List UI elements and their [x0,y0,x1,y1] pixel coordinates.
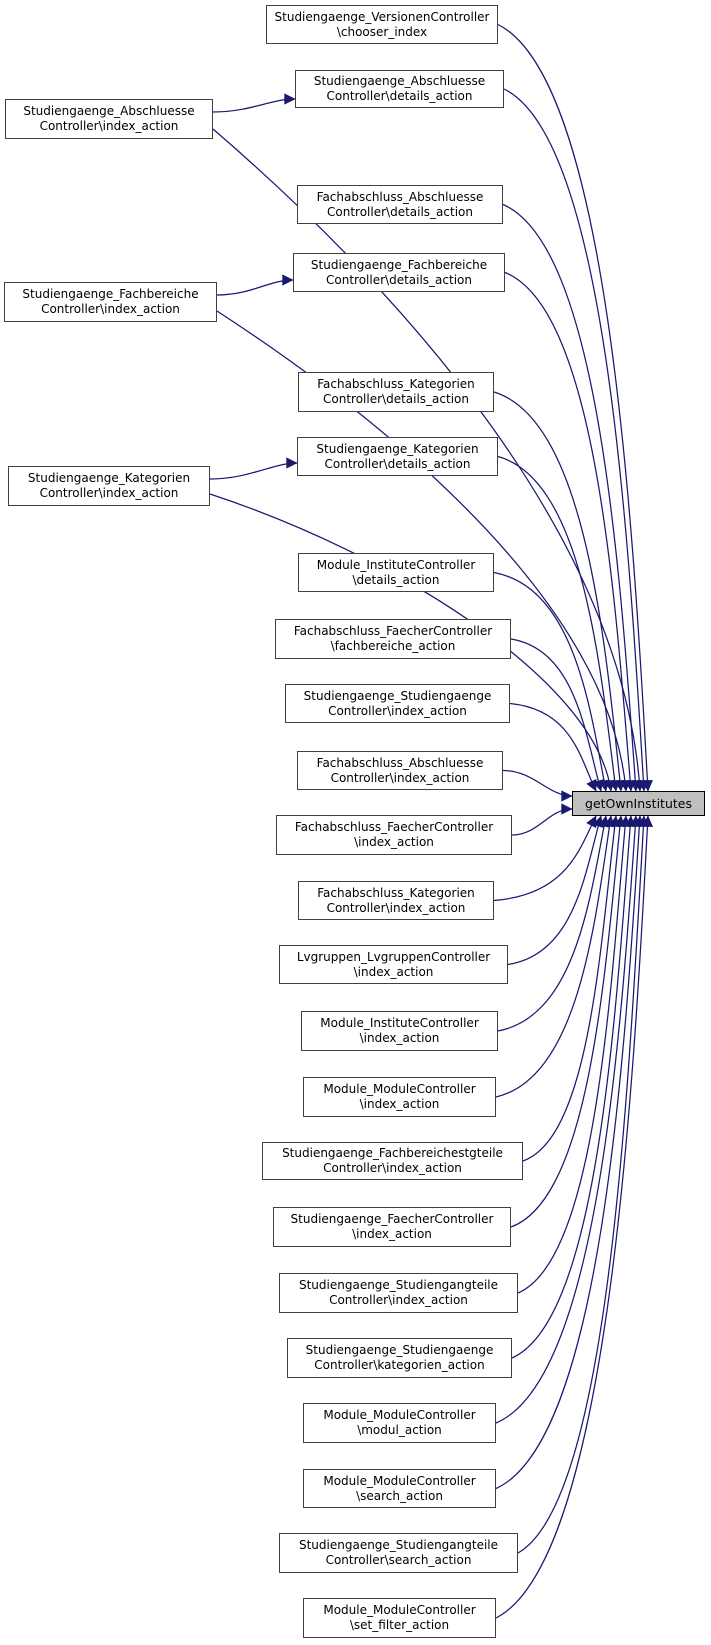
node-label-line1: Studiengaenge_FaecherController [290,1212,494,1226]
node-label-line2: Controller\index_action [328,703,467,718]
call-edge-n13-G [508,816,601,965]
node-label-line2: Controller\index_action [41,302,180,316]
graph-node-n22[interactable] [279,1533,518,1573]
node-label-line1: Studiengaenge_Kategorien [27,471,191,485]
call-edge-n17-G [511,816,621,1227]
call-edge-n23-G [496,816,648,1618]
node-label-line2: \chooser_index [336,24,428,39]
node-label-line1: Module_ModuleController [323,1473,476,1488]
node-label-line1: Studiengaenge_Studiengaenge [305,1343,494,1357]
node-label-line2: \index_action [352,1227,432,1241]
node-label-line1: Fachabschluss_Abschluesse [316,755,484,770]
node-label-line1: Studiengaenge_VersionenController [274,9,490,24]
graph-node-n15[interactable] [303,1077,496,1117]
graph-node-target [572,791,705,816]
call-edge-n14-G [498,816,606,1031]
graph-node-n5[interactable] [298,372,494,412]
node-label-line1: Lvgruppen_LvgruppenController [296,949,491,964]
node-label-line2: \fachbereiche_action [330,639,456,653]
node-label-line2: Controller\details_action [323,392,469,406]
node-label-line2: Controller\details_action [324,456,471,471]
graph-node-n7[interactable] [298,553,494,592]
graph-node-n11[interactable] [276,815,512,855]
node-label-line2: \details_action [352,572,440,587]
node-label-line2: \search_action [356,1488,443,1503]
target-node-label: getOwnInstitutes [585,795,692,811]
call-edge-n5-G [494,392,621,791]
node-label-line1: Studiengaenge_Fachbereiche [310,257,488,272]
node-label-line2: \index_action [354,835,434,849]
call-edge-n11-G [512,809,572,835]
node-label-line1: Studiengaenge_Abschluesse [23,104,195,118]
node-label-line2: Controller\details_action [326,272,472,287]
node-label-line1: Studiengaenge_Abschluesse [313,74,486,88]
graph-node-n6[interactable] [297,437,498,476]
call-edge-L2-n4 [217,280,293,295]
call-edge-n3-G [503,205,636,792]
call-edge-n15-G [496,816,611,1097]
graph-node-n17[interactable] [273,1207,511,1247]
node-label-line1: Module_ModuleController [323,1408,476,1422]
call-edge-n9-G [510,704,596,792]
graph-node-n12[interactable] [298,881,494,920]
node-label-line2: Controller\index_action [329,1293,468,1307]
graph-node-n19[interactable] [287,1338,512,1378]
node-label-line2: Controller\index_action [326,900,466,915]
graph-node-n14[interactable] [301,1011,498,1051]
node-label-line1: Studiengaenge_Studiengaenge [303,688,492,703]
graph-node-L2[interactable] [4,282,217,322]
node-label-line1: Fachabschluss_Abschluesse [316,189,484,204]
call-edge-n8-G [511,639,601,791]
node-label-line1: Fachabschluss_Kategorien [317,885,475,900]
call-edge-n20-G [496,816,636,1423]
graph-node-n3[interactable] [297,185,503,224]
node-label-line1: Studiengaenge_Kategorien [316,441,479,456]
node-label-line2: Controller\index_action [39,486,179,500]
graph-node-n1[interactable] [266,5,498,44]
node-label-line2: \index_action [359,1031,440,1045]
call-edge-n6-G [498,457,616,792]
call-edge-n18-G [518,816,626,1293]
graph-node-n18[interactable] [279,1273,518,1313]
graph-node-n21[interactable] [303,1469,496,1508]
node-label-line1: Studiengaenge_Fachbereiche [22,287,199,301]
graph-node-n13[interactable] [279,945,508,984]
node-label-line2: \index_action [353,964,434,979]
call-edge-L1-n2 [213,99,295,112]
node-label-line2: Controller\details_action [327,204,473,219]
node-label-line1: Module_InstituteController [316,557,476,572]
node-label-line1: Fachabschluss_Kategorien [317,377,475,391]
node-label-line2: \set_filter_action [349,1618,450,1632]
node-label-line2: Controller\index_action [330,770,470,785]
node-label-line2: Controller\search_action [325,1553,472,1567]
node-label-line2: \modul_action [357,1423,442,1437]
node-label-line2: Controller\index_action [39,119,179,133]
graph-node-L1[interactable] [5,99,213,139]
node-label-line1: Studiengaenge_Studiengangteile [298,1278,499,1292]
graph-node-n20[interactable] [303,1403,496,1443]
graph-node-L3[interactable] [8,466,210,506]
graph-node-n2[interactable] [295,70,504,108]
node-label-line2: Controller\kategorien_action [314,1358,485,1372]
call-edge-n10-G [503,771,572,797]
node-label-line1: Studiengaenge_Fachbereichestgteile [282,1146,503,1160]
call-edge-n7-G [494,573,606,792]
graph-node-n10[interactable] [297,751,503,790]
node-label-line2: Controller\details_action [326,89,473,103]
node-label-line1: Fachabschluss_FaecherController [293,624,493,638]
node-label-line1: Studiengaenge_Studiengangteile [298,1538,499,1552]
graph-node-n9[interactable] [285,684,510,723]
node-label-line1: Fachabschluss_FaecherController [294,820,494,834]
graph-node-n8[interactable] [275,619,511,659]
graph-node-n4[interactable] [293,253,505,292]
graph-node-n23[interactable] [303,1598,496,1638]
node-label-line1: Module_ModuleController [323,1082,476,1096]
node-label-line2: \index_action [359,1097,440,1111]
node-label-line1: Module_InstituteController [320,1016,479,1030]
node-label-line1: Module_ModuleController [323,1603,476,1617]
node-label-line2: Controller\index_action [323,1161,462,1175]
call-edge-L3-n6 [210,463,297,479]
call-edge-n22-G [518,816,644,1553]
graph-node-n16[interactable] [262,1142,523,1180]
